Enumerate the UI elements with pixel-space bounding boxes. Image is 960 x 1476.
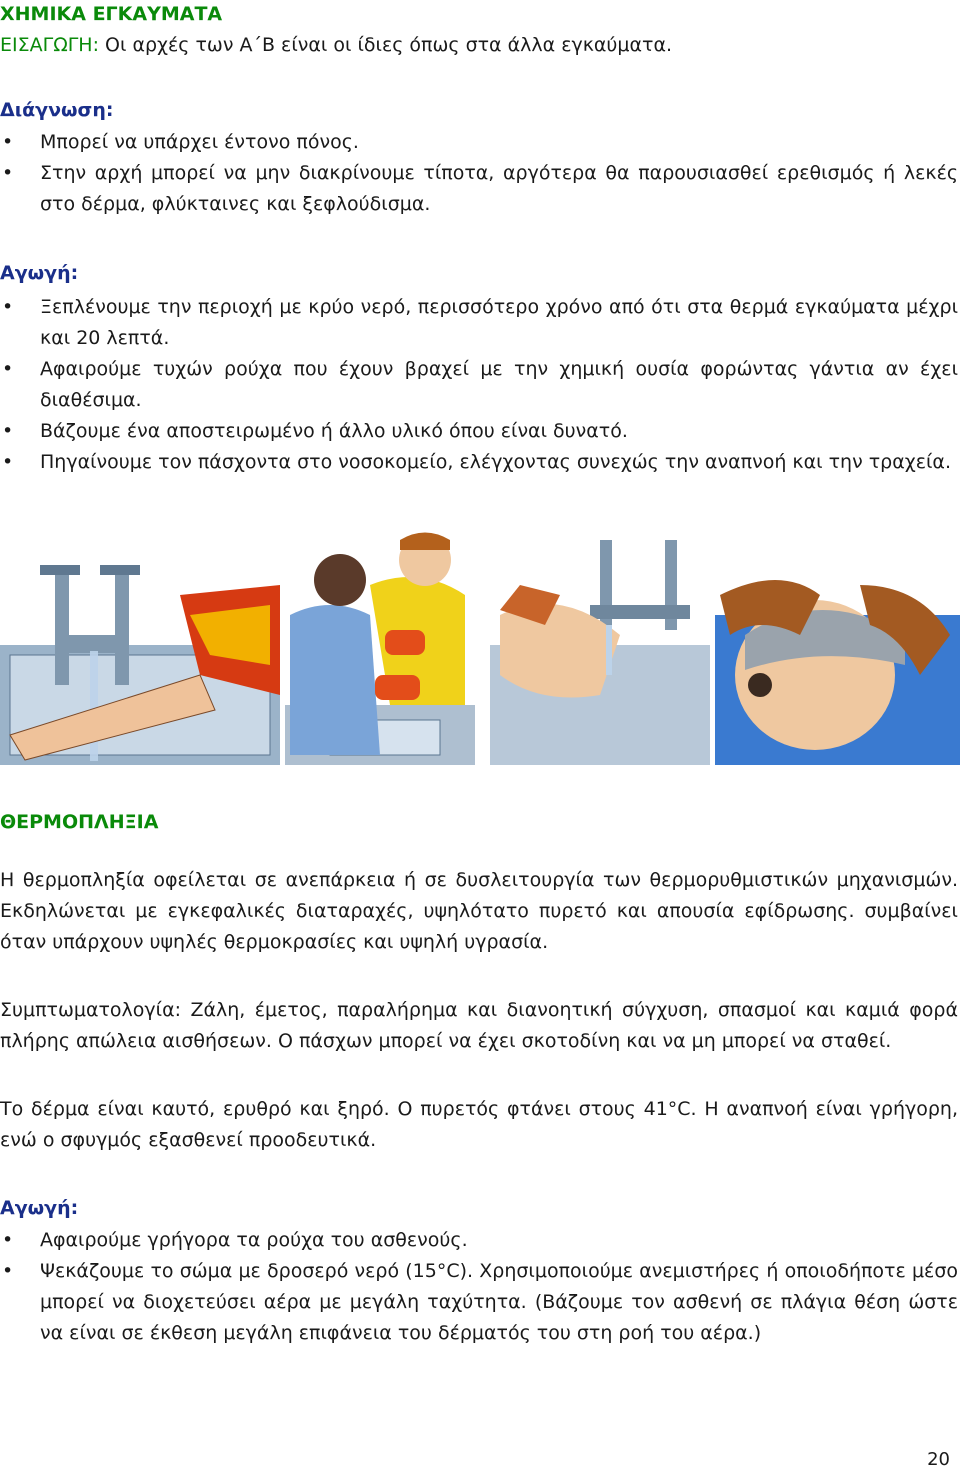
title-heatstroke: ΘΕΡΜΟΠΛΗΞΙΑ <box>0 811 159 833</box>
list-item: • Μπορεί να υπάρχει έντονο πόνος. <box>0 127 958 158</box>
heatstroke-paragraph-3: Το δέρμα είναι καυτό, ερυθρό και ξηρό. Ο πυρετός φτάνει στους 41°C. Η αναπνοή είναι γρήγορη, ενώ ο σφυγμός εξασθενεί προοδευτικά. <box>0 1098 958 1151</box>
list-item: • Πηγαίνουμε τον πάσχοντα στο νοσοκομείο, ελέγχοντας συνεχώς την αναπνοή και την τραχεία. <box>0 447 958 478</box>
intro-text: Οι αρχές των Α΄Β είναι οι ίδιες όπως στα άλλα εγκαύματα. <box>99 34 673 56</box>
heatstroke-paragraph-1: Η θερμοπληξία οφείλεται σε ανεπάρκεια ή σε δυσλειτουργία των θερμορυθμιστικών μηχανισμών. Εκδηλώνεται με εγκεφαλικές διαταραχές, υψηλότατο πυρετό και απουσία εφίδρωσης. συμβαίνει όταν υπάρχουν υψηλές θερμοκρασίες και υψηλή υγρασία. <box>0 869 958 953</box>
list-item: • Ψεκάζουμε το σώμα με δροσερό νερό (15°C). Χρησιμοποιούμε ανεμιστήρες ή οποιοδήποτε μέσο μπορεί να διοχετεύσει αέρα με μεγάλη ταχύτητα. (Βάζουμε τον ασθενή σε πλάγια θέση ώστε να είναι σε έκθεση μεγάλη επιφάνεια του δέρματός του στη ροή του αέρα.) <box>0 1256 958 1349</box>
intro-label: ΕΙΣΑΓΩΓΗ: <box>0 34 99 56</box>
page-number: 20 <box>927 1449 950 1470</box>
heatstroke-treatment-heading: Αγωγή: <box>0 1197 79 1219</box>
title-chemical-burns: ΧΗΜΙΚΑ ΕΓΚΑΥΜΑΤΑ <box>0 3 223 25</box>
list-item: • Βάζουμε ένα αποστειρωμένο ή άλλο υλικό όπου είναι δυνατό. <box>0 416 958 447</box>
list-item: • Αφαιρούμε γρήγορα τα ρούχα του ασθενούς. <box>0 1225 958 1256</box>
intro-line <box>0 33 672 57</box>
heatstroke-paragraph-2: Συμπτωματολογία: Ζάλη, έμετος, παραλήρημα και διανοητική σύγχυση, σπασμοί και καμιά φορά πλήρης απώλεια αισθήσεων. Ο πάσχων μπορεί να έχει σκοτοδίνη και να μη μπορεί να σταθεί. <box>0 999 958 1052</box>
treatment-list <box>0 292 958 478</box>
diagnosis-heading: Διάγνωση: <box>0 99 114 121</box>
heatstroke-treatment-list <box>0 1225 958 1349</box>
illustration-bandaged-eyes <box>715 580 960 765</box>
list-item: • Αφαιρούμε τυχών ρούχα που έχουν βραχεί με την χημική ουσία φορώντας γάντια αν έχει διαθέσιμα. <box>0 354 958 416</box>
illustration-eye-rinse <box>490 540 710 765</box>
first-aid-illustrations <box>0 525 960 767</box>
treatment-heading: Αγωγή: <box>0 262 79 284</box>
illustration-rinsing-arm <box>0 565 280 765</box>
list-item: • Ξεπλένουμε την περιοχή με κρύο νερό, περισσότερο χρόνο από ότι στα θερμά εγκαύματα μέχρι και 20 λεπτά. <box>0 292 958 354</box>
list-item: • Στην αρχή μπορεί να μην διακρίνουμε τίποτα, αργότερα θα παρουσιασθεί ερεθισμός ή λεκές στο δέρμα, φλύκταινες και ξεφλούδισμα. <box>0 158 958 220</box>
illustration-removing-clothes <box>285 533 475 766</box>
diagnosis-list <box>0 127 958 220</box>
